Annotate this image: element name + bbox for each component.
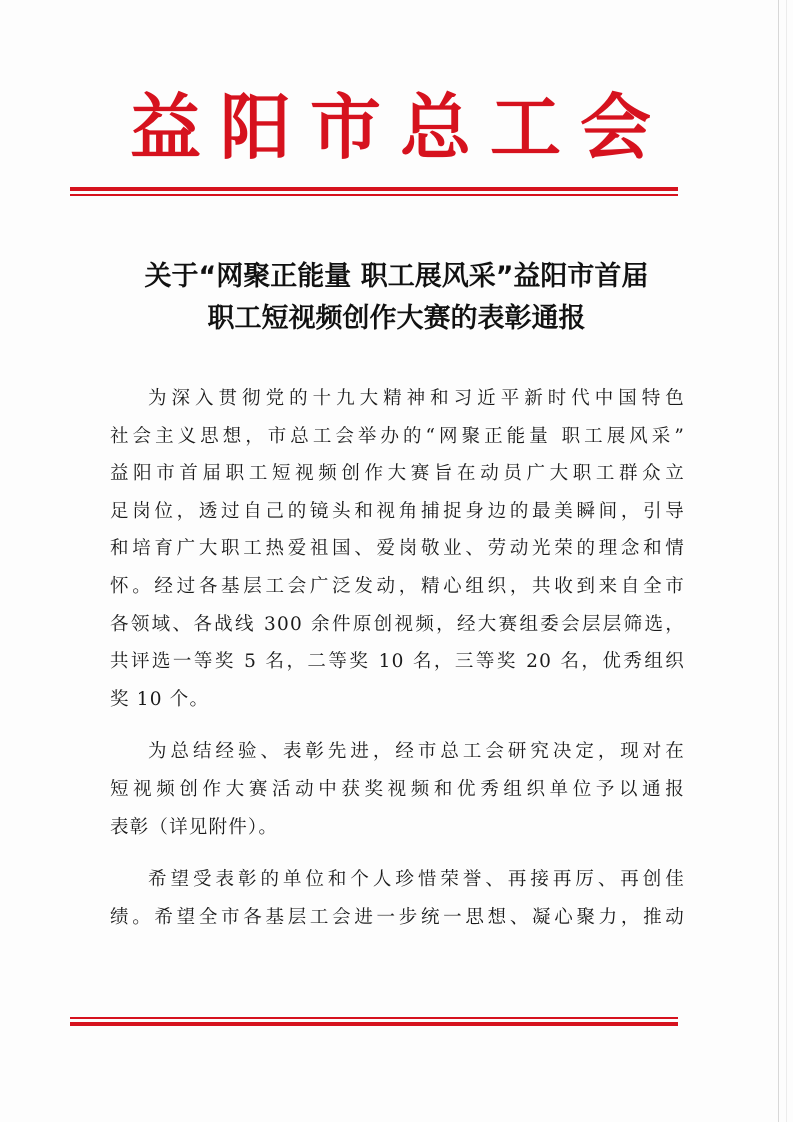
paragraph-1 <box>110 380 685 718</box>
body-line: 社会主义思想，市总工会举办的“网聚正能量 职工展风采” <box>110 425 685 447</box>
title-line-1: 关于“网聚正能量 职工展风采”益阳市首届 <box>144 261 649 292</box>
title-line-2: 职工短视频创作大赛的表彰通报 <box>207 303 586 334</box>
document-title <box>90 256 703 340</box>
body-line: 短视频创作大赛活动中获奖视频和优秀组织单位予以通报 <box>110 778 685 800</box>
body-line: 为总结经验、表彰先进，经市总工会研究决定，现对在 <box>148 741 685 763</box>
body-line: 共评选一等奖 5 名，二等奖 10 名，三等奖 20 名，优秀组织 <box>110 651 685 673</box>
body-line: 为深入贯彻党的十九大精神和习近平新时代中国特色 <box>148 388 685 409</box>
paragraph-3 <box>110 861 685 936</box>
body-line: 益阳市首届职工短视频创作大赛旨在动员广大职工群众立 <box>110 463 685 485</box>
masthead-red-rule <box>70 187 678 196</box>
body-line: 绩。希望全市各基层工会进一步统一思想、凝心聚力，推动 <box>110 906 685 928</box>
scan-edge-line <box>778 0 779 1122</box>
body-line: 希望受表彰的单位和个人珍惜荣誉、再接再厉、再创佳 <box>148 869 685 891</box>
paragraph-2 <box>110 733 685 846</box>
body-line: 奖 10 个。 <box>110 688 210 710</box>
document-body <box>110 380 685 936</box>
body-line: 足岗位，透过自己的镜头和视角捕捉身边的最美瞬间，引导 <box>110 500 685 522</box>
body-line: 各领域、各战线 300 余件原创视频，经大赛组委会层层筛选， <box>110 613 685 635</box>
footer-red-rule <box>70 1017 678 1026</box>
body-line: 怀。经过各基层工会广泛发动，精心组织，共收到来自全市 <box>110 575 685 597</box>
masthead-org-name: 益阳市总工会 <box>129 85 670 169</box>
body-line: 表彰（详见附件）。 <box>110 816 279 838</box>
scan-edge-line <box>786 0 787 1122</box>
body-line: 和培育广大职工热爱祖国、爱岗敬业、劳动光荣的理念和情 <box>110 538 685 560</box>
